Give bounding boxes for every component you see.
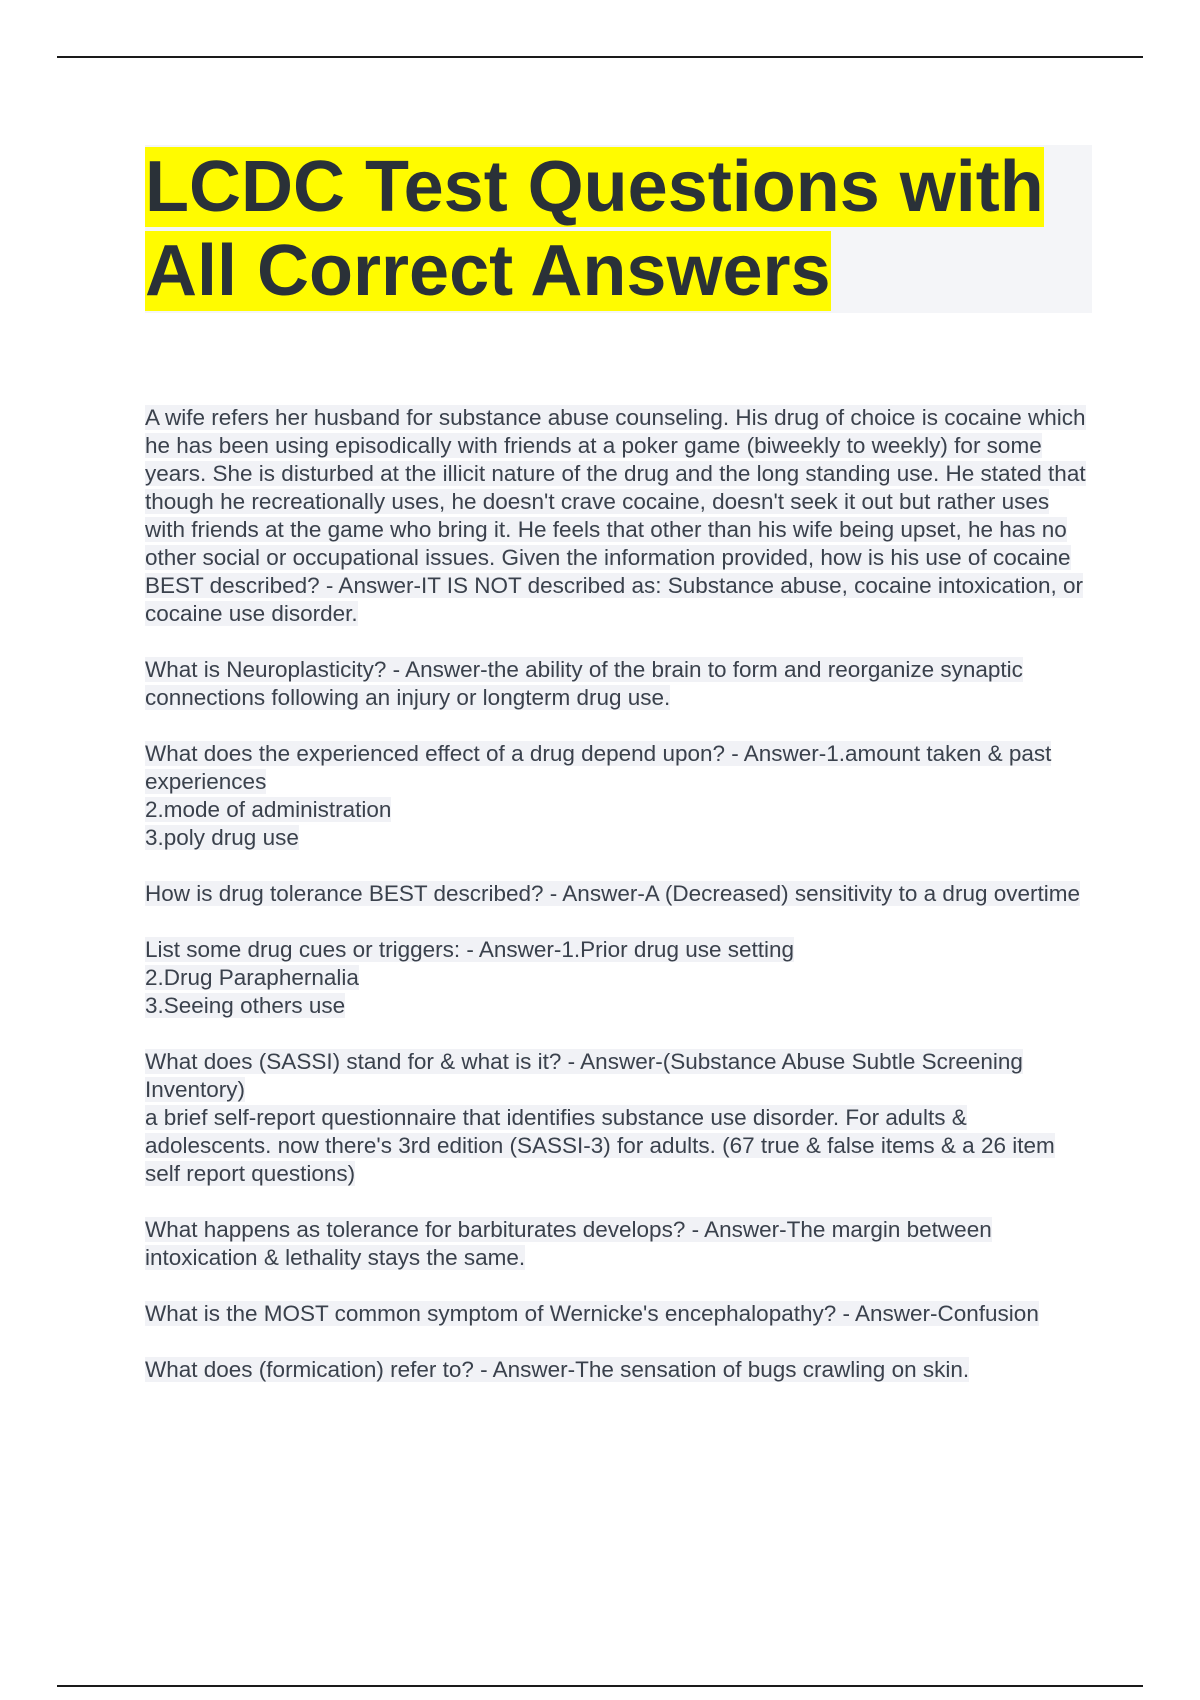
title-line-2: All Correct Answers: [145, 231, 831, 311]
page-title: [145, 145, 1092, 313]
qa-text: What is Neuroplasticity? - Answer-the ability of the brain to form and reorganize synaptic connections following an injury or longterm drug use.: [145, 657, 1023, 710]
qa-text: 2.Drug Paraphernalia: [145, 965, 359, 990]
qa-text: How is drug tolerance BEST described? - Answer-A (Decreased) sensitivity to a drug overtime: [145, 881, 1080, 906]
qa-text: What does the experienced effect of a drug depend upon? - Answer-1.amount taken & past experiences: [145, 741, 1052, 794]
qa-text: A wife refers her husband for substance abuse counseling. His drug of choice is cocaine which he has been using episodically with friends at a poker game (biweekly to weekly) for some years. She is disturbed at the illicit nature of the drug and the long standing use. He stated that though he recreationally uses, he doesn't crave cocaine, doesn't seek it out but rather uses with friends at the game who bring it. He feels that other than his wife being upset, he has no other social or occupational issues. Given the information provided, how is his use of cocaine BEST described? - Answer-IT IS NOT described as: Substance abuse, cocaine intoxication, or cocaine use disorder.: [145, 405, 1086, 626]
qa-text: 2.mode of administration: [145, 797, 392, 822]
qa-text: What does (formication) refer to? - Answer-The sensation of bugs crawling on skin.: [145, 1357, 970, 1382]
qa-item: [145, 1216, 1095, 1272]
qa-text: 3.Seeing others use: [145, 993, 346, 1018]
bottom-rule: [57, 1685, 1143, 1687]
qa-text: What is the MOST common symptom of Wernicke's encephalopathy? - Answer-Confusion: [145, 1301, 1039, 1326]
qa-item: [145, 740, 1095, 852]
qa-item: [145, 404, 1095, 628]
qa-text: What happens as tolerance for barbiturates develops? - Answer-The margin between intoxication & lethality stays the same.: [145, 1217, 992, 1270]
qa-text: a brief self-report questionnaire that identifies substance use disorder. For adults & adolescents. now there's 3rd edition (SASSI-3) for adults. (67 true & false items & a 26 item self report questions): [145, 1105, 1055, 1186]
top-rule: [57, 56, 1143, 58]
qa-item: [145, 880, 1095, 908]
qa-item: [145, 1300, 1095, 1328]
qa-text: List some drug cues or triggers: - Answer-1.Prior drug use setting: [145, 937, 795, 962]
title-block: [145, 145, 1092, 313]
qa-text: What does (SASSI) stand for & what is it? - Answer-(Substance Abuse Subtle Screening Inventory): [145, 1049, 1023, 1102]
qa-item: [145, 1356, 1095, 1384]
title-line-1: LCDC Test Questions with: [145, 147, 1044, 227]
qa-list: [145, 404, 1095, 1412]
qa-item: [145, 1048, 1095, 1188]
qa-item: [145, 936, 1095, 1020]
qa-text: 3.poly drug use: [145, 825, 299, 850]
qa-item: [145, 656, 1095, 712]
